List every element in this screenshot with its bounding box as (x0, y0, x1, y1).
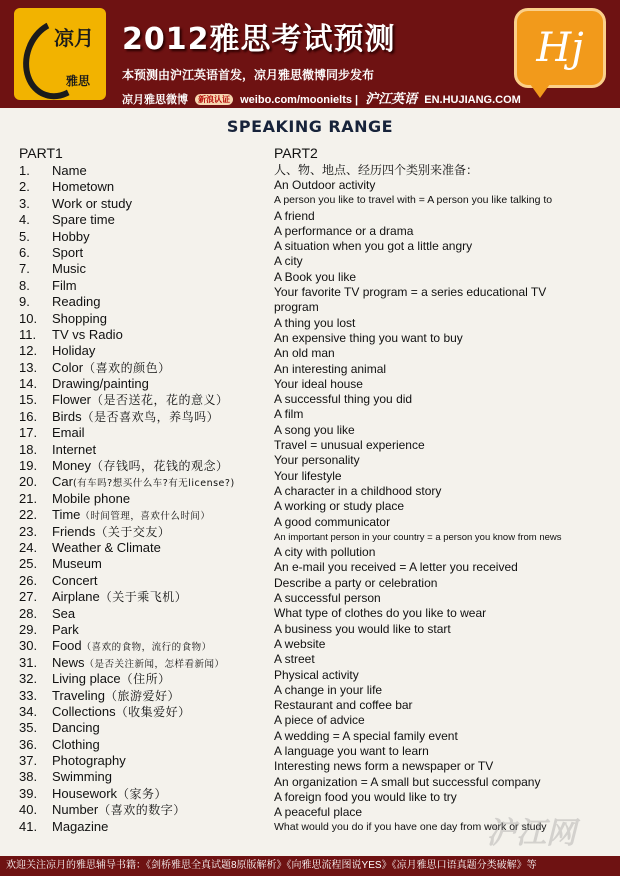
part1-item (19, 278, 269, 294)
item-topic: Film (52, 277, 77, 293)
item-note: （喜欢的颜色） (83, 360, 171, 375)
item-number: 28. (19, 605, 38, 621)
part1-item (19, 376, 269, 392)
item-number: 27. (19, 589, 38, 605)
hujiang-url[interactable]: EN.HUJIANG.COM (424, 94, 521, 106)
part1-item (19, 507, 269, 523)
item-number: 17. (19, 425, 38, 441)
part2-item: A city with pollution (274, 545, 376, 560)
weibo-name[interactable]: 凉月雅思微博 (122, 94, 188, 106)
logo-text-main: 凉月 (54, 26, 94, 50)
part2-item: Interesting news form a newspaper or TV (274, 759, 494, 774)
part2-item: A successful person (274, 591, 381, 606)
item-topic: TV vs Radio (52, 326, 123, 342)
part2-item: An organization = A small but successful company (274, 774, 541, 789)
part2-item: A good communicator (274, 514, 391, 529)
item-topic: News (52, 654, 85, 670)
item-number: 6. (19, 244, 30, 260)
part2-item: Your ideal house (274, 376, 363, 391)
part2-item: Your personality (274, 453, 360, 468)
source-line (122, 88, 521, 107)
footer-bar: 欢迎关注凉月的雅思辅导书籍：《剑桥雅思全真试题8原版解析》《向雅思流程图说YES》《凉月雅思口语真题分类破解》等 (0, 856, 620, 876)
item-note: （旅游爱好） (104, 688, 180, 703)
part2-item: A character in a childhood story (274, 483, 442, 498)
item-note: （喜欢的食物，流行的食物） (81, 642, 212, 654)
part2-item: A website (274, 636, 326, 651)
hujiang-brand: 沪江英语 (365, 92, 418, 107)
part2-item: What type of clothes do you like to wear (274, 606, 487, 621)
part1-item (19, 442, 269, 458)
item-number: 5. (19, 228, 30, 244)
part2-item: A language you want to learn (274, 743, 429, 758)
item-topic: Housework (52, 785, 118, 801)
item-number: 26. (19, 572, 38, 588)
part2-item: Restaurant and coffee bar (274, 698, 413, 713)
part2-item: A performance or a drama (274, 223, 414, 238)
item-number: 3. (19, 195, 30, 211)
part1-item (19, 786, 269, 802)
part1-item (19, 392, 269, 408)
item-number: 12. (19, 343, 38, 359)
weibo-url[interactable]: weibo.com/moonielts | (240, 94, 359, 106)
part2-heading: PART2 (274, 145, 318, 161)
part1-item (19, 163, 269, 179)
item-number: 1. (19, 163, 30, 178)
item-number: 38. (19, 769, 38, 785)
hj-logo-text: Hj (536, 25, 584, 71)
part2-item: Travel = unusual experience (274, 438, 425, 453)
part2-item: Physical activity (274, 667, 359, 682)
part1-item (19, 311, 269, 327)
part2-item: An Outdoor activity (274, 178, 376, 192)
part1-item (19, 343, 269, 359)
item-topic: Park (52, 621, 79, 637)
item-topic: Color (52, 359, 84, 375)
item-number: 4. (19, 212, 30, 228)
part2-item: A thing you lost (274, 315, 356, 330)
part2-item: A wedding = A special family event (274, 728, 458, 743)
part2-item: A city (274, 254, 303, 269)
part1-item (19, 556, 269, 572)
item-note: (有车吗?想买什么车?有无license?) (72, 478, 235, 490)
part2-item: An e-mail you received = A letter you received (274, 560, 518, 575)
part2-item: Your lifestyle (274, 468, 342, 483)
item-number: 7. (19, 261, 30, 277)
part2-item: A piece of advice (274, 713, 365, 728)
item-number: 10. (19, 310, 38, 326)
part1-item (19, 196, 269, 212)
part2-item: Describe a party or celebration (274, 575, 438, 590)
item-topic: Dancing (52, 720, 100, 736)
part1-item (19, 589, 269, 605)
item-note: （关于乘飞机） (99, 590, 188, 605)
part1-item (19, 753, 269, 769)
item-note: （是否喜欢鸟，养鸟吗） (81, 409, 220, 424)
item-number: 35. (19, 720, 38, 736)
part2-item: A person you like to travel with = A person you like talking to (274, 194, 553, 207)
part1-item (19, 212, 269, 228)
page-title: 2012雅思考试预测 (122, 22, 396, 57)
item-topic: Sea (52, 605, 76, 621)
part2-item: A change in your life (274, 682, 383, 697)
part1-item (19, 655, 269, 671)
part1-item (19, 474, 269, 490)
item-note: （收集爱好） (115, 704, 191, 719)
part2-item: Your favorite TV program = a series educational TV (274, 285, 547, 300)
item-topic: Car (52, 474, 73, 490)
part1-item (19, 802, 269, 818)
liangyue-logo (14, 8, 106, 100)
item-number: 36. (19, 736, 38, 752)
part1-item (19, 327, 269, 343)
part1-item (19, 491, 269, 507)
item-topic: Concert (52, 572, 98, 588)
part1-item (19, 409, 269, 425)
part1-item (19, 671, 269, 687)
item-topic: Number (52, 802, 99, 818)
item-number: 11. (19, 326, 37, 342)
part1-item (19, 720, 269, 736)
item-topic: Holiday (52, 343, 96, 359)
item-number: 2. (19, 179, 30, 195)
item-number: 8. (19, 277, 30, 293)
part2-item: program (274, 300, 319, 315)
item-number: 34. (19, 703, 38, 719)
part1-item (19, 458, 269, 474)
hujiang-logo (514, 8, 606, 88)
item-topic: Hometown (52, 179, 115, 195)
item-number: 21. (19, 490, 38, 506)
part1-item (19, 360, 269, 376)
item-note: （关于交友） (95, 524, 171, 539)
item-note: （喜欢的数字） (98, 803, 186, 818)
item-topic: Money (52, 458, 92, 474)
part1-item (19, 737, 269, 753)
item-topic: Internet (52, 441, 97, 457)
item-number: 33. (19, 687, 38, 703)
speech-bubble-tail (530, 84, 550, 98)
part1-item (19, 704, 269, 720)
part2-item: An important person in your country = a person you know from news (274, 531, 562, 543)
part2-item: A business you would like to start (274, 621, 451, 636)
item-topic: Traveling (52, 687, 105, 703)
item-topic: Mobile phone (52, 490, 131, 506)
item-topic: Food (52, 638, 82, 654)
part1-item (19, 540, 269, 556)
item-topic: Friends (52, 523, 96, 539)
part2-item: A working or study place (274, 499, 405, 514)
item-note: （时间管理，喜欢什么时间） (80, 511, 211, 523)
item-number: 18. (19, 441, 38, 457)
item-topic: Work or study (52, 195, 132, 211)
item-topic: Sport (52, 244, 84, 260)
item-topic: Clothing (52, 736, 100, 752)
item-number: 39. (19, 785, 38, 801)
part2-item: A Book you like (274, 269, 357, 284)
part1-item (19, 524, 269, 540)
item-topic: Name (52, 163, 87, 178)
item-number: 23. (19, 523, 38, 539)
item-number: 13. (19, 359, 38, 375)
logo-text-sub: 雅思 (66, 74, 91, 88)
part2-item: A peaceful place (274, 805, 363, 820)
item-topic: Time (52, 507, 81, 523)
item-topic: Museum (52, 556, 102, 572)
part2-list (274, 178, 614, 836)
item-number: 40. (19, 802, 38, 818)
part1-item (19, 819, 269, 835)
part2-item: What would you do if you have one day from work or study (274, 821, 547, 834)
part2-intro: 人、物、地点、经历四个类别来准备： (274, 163, 479, 177)
part2-item: A song you like (274, 422, 355, 437)
part1-item (19, 245, 269, 261)
item-number: 29. (19, 621, 38, 637)
part1-item (19, 606, 269, 622)
item-topic: Spare time (52, 212, 115, 228)
item-topic: Weather & Climate (52, 539, 161, 555)
part1-item (19, 425, 269, 441)
page-subtitle: 本预测由沪江英语首发，凉月雅思微博同步发布 (122, 68, 375, 82)
item-number: 25. (19, 556, 38, 572)
part2-item: A street (274, 652, 315, 667)
part1-item (19, 573, 269, 589)
item-number: 37. (19, 753, 38, 769)
item-number: 20. (19, 474, 38, 490)
part2-item: A film (274, 407, 304, 422)
item-topic: Living place (52, 671, 121, 687)
item-number: 9. (19, 294, 30, 310)
item-topic: Airplane (52, 589, 100, 605)
item-number: 19. (19, 458, 38, 474)
part2-item: A situation when you got a little angry (274, 239, 473, 254)
part1-item (19, 261, 269, 277)
section-title: SPEAKING RANGE (226, 117, 394, 136)
item-topic: Music (52, 261, 86, 277)
part1-item (19, 688, 269, 704)
part1-item (19, 229, 269, 245)
item-note: （是否送花，花的意义） (91, 393, 229, 408)
item-topic: Photography (52, 753, 126, 769)
item-topic: Drawing/painting (52, 376, 149, 392)
item-number: 30. (19, 638, 38, 654)
item-number: 14. (19, 376, 38, 392)
item-topic: Hobby (52, 228, 90, 244)
part2-item: An expensive thing you want to buy (274, 330, 463, 345)
part1-item (19, 622, 269, 638)
item-note: （家务） (117, 786, 168, 801)
part1-list (19, 163, 269, 835)
part2-item: A friend (274, 208, 315, 223)
part2-item: An interesting animal (274, 361, 387, 376)
item-number: 24. (19, 539, 38, 555)
item-topic: Reading (52, 294, 101, 310)
item-number: 22. (19, 507, 38, 523)
item-number: 31. (19, 654, 38, 670)
item-topic: Collections (52, 703, 116, 719)
item-note: （住所） (120, 672, 171, 687)
item-note: （存钱吗，花钱的观念） (91, 459, 229, 474)
part2-item: A foreign food you would like to try (274, 789, 457, 804)
item-note: （是否关注新闻，怎样看新闻） (84, 658, 225, 670)
item-number: 16. (19, 408, 38, 424)
part1-item (19, 179, 269, 195)
item-number: 15. (19, 392, 38, 408)
part1-item (19, 769, 269, 785)
item-topic: Shopping (52, 310, 107, 326)
item-topic: Email (52, 425, 85, 441)
part2-item: An old man (274, 346, 335, 361)
part1-item (19, 294, 269, 310)
item-topic: Magazine (52, 818, 109, 834)
item-topic: Swimming (52, 769, 112, 785)
item-number: 41. (19, 818, 38, 834)
header-banner (0, 0, 620, 108)
part1-heading: PART1 (19, 145, 63, 161)
part2-item: A successful thing you did (274, 392, 413, 407)
hujiang-watermark: 沪江网 (486, 816, 576, 851)
item-topic: Birds (52, 408, 82, 424)
verified-badge: 新浪认证 (195, 94, 233, 105)
part1-item (19, 638, 269, 654)
item-number: 32. (19, 671, 38, 687)
item-topic: Flower (52, 392, 92, 408)
